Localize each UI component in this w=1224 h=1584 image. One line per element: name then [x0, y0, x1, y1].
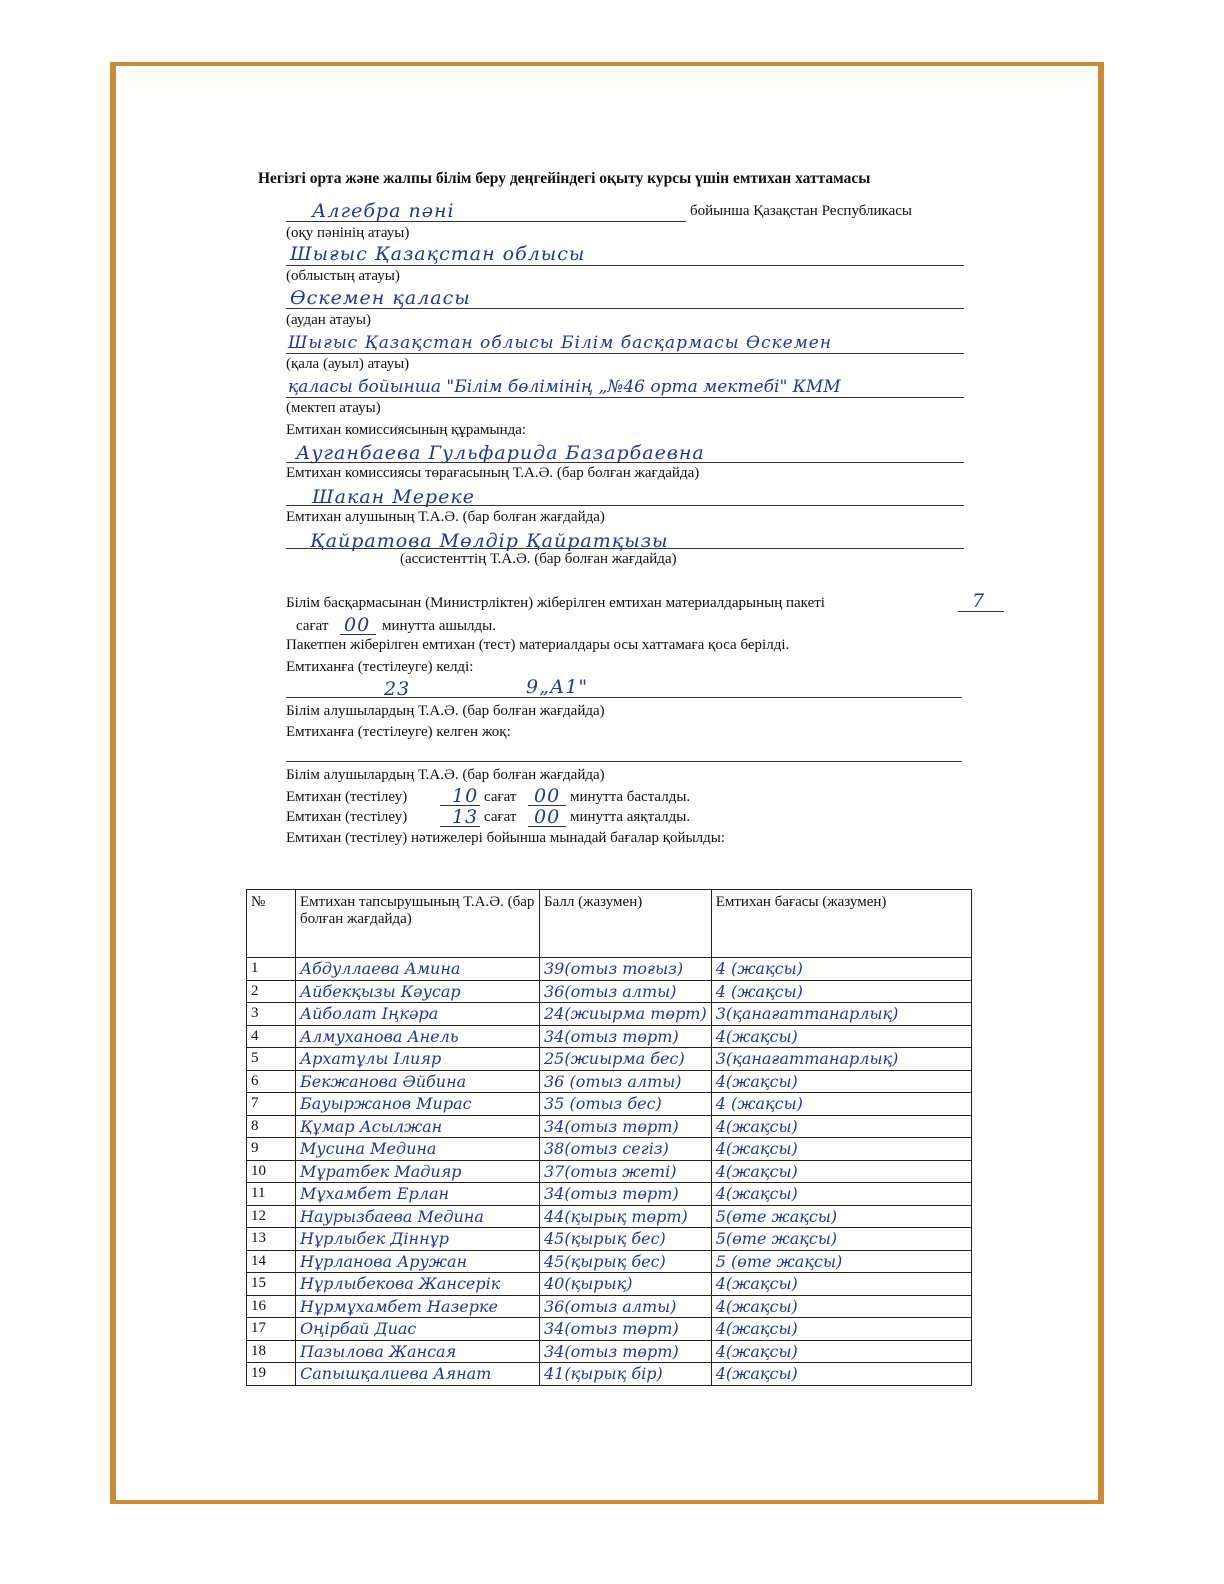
row-number: 9 [247, 1138, 296, 1161]
city-caption: (қала (ауыл) атауы) [286, 356, 410, 372]
table-row [247, 1070, 972, 1093]
grade-text: 4(жақсы) [711, 1160, 971, 1183]
came-caption: Білім алушылардың Т.А.Ә. (бар болған жағдайда) [286, 703, 605, 719]
student-name: Мұхамбет Ерлан [296, 1183, 540, 1206]
chair-caption: Емтихан комиссиясы төрағасының Т.А.Ә. (бар болған жағдайда) [286, 465, 700, 481]
student-name: Мұратбек Мадияр [296, 1160, 540, 1183]
student-name: Абдуллаева Амина [296, 958, 540, 981]
table-row [247, 1250, 972, 1273]
student-name: Құмар Асылжан [296, 1115, 540, 1138]
start-prefix: Емтихан (тестілеу) [286, 789, 408, 805]
table-row [247, 1228, 972, 1251]
subject-suffix: бойынша Қазақстан Республикасы [690, 203, 912, 219]
end-hour: 13 [452, 806, 479, 828]
row-number: 12 [247, 1205, 296, 1228]
row-number: 6 [247, 1070, 296, 1093]
row-number: 7 [247, 1093, 296, 1116]
table-row [247, 1003, 972, 1026]
col-header-name: Емтихан тапсырушының Т.А.Ә. (бар болған жағдайда) [296, 890, 540, 958]
grade-text: 4(жақсы) [711, 1025, 971, 1048]
student-name: Нұрлыбек Діннұр [296, 1228, 540, 1251]
start-min: 00 [534, 785, 561, 807]
table-row [247, 1025, 972, 1048]
student-name: Айбекқызы Кәусар [296, 980, 540, 1003]
student-name: Бауыржанов Мирас [296, 1093, 540, 1116]
table-row [247, 958, 972, 981]
score-text: 34(отыз төрт) [540, 1115, 712, 1138]
score-text: 45(қырық бес) [540, 1250, 712, 1273]
table-header-row [247, 890, 972, 958]
start-mid: сағат [484, 789, 517, 805]
chair-value: Ауганбаева Гульфарида Базарбаевна [296, 442, 705, 464]
student-name: Бекжанова Әйбина [296, 1070, 540, 1093]
row-number: 10 [247, 1160, 296, 1183]
city-line [286, 353, 964, 354]
student-name: Архатұлы Ілияр [296, 1048, 540, 1071]
row-number: 2 [247, 980, 296, 1003]
score-text: 41(қырық бір) [540, 1363, 712, 1386]
assistant-value: Қайратова Мөлдір Қайратқызы [310, 530, 669, 552]
row-number: 15 [247, 1273, 296, 1296]
subject-caption: (оқу пәнінің атауы) [286, 225, 410, 241]
score-text: 37(отыз жеті) [540, 1160, 712, 1183]
end-mid: сағат [484, 809, 517, 825]
grade-text: 4(жақсы) [711, 1183, 971, 1206]
absent-caption: Білім алушылардың Т.А.Ә. (бар болған жағдайда) [286, 767, 605, 783]
region-line [286, 265, 964, 266]
score-text: 45(қырық бес) [540, 1228, 712, 1251]
grade-text: 4(жақсы) [711, 1363, 971, 1386]
region-caption: (облыстың атауы) [286, 268, 400, 284]
row-number: 14 [247, 1250, 296, 1273]
examiner-caption: Емтихан алушының Т.А.Ә. (бар болған жағдайда) [286, 509, 605, 525]
absent-label: Емтиханға (тестілеуге) келген жоқ: [286, 724, 511, 740]
package-hour-line [958, 611, 1004, 612]
school-caption: (мектеп атауы) [286, 400, 381, 416]
score-text: 39(отыз тоғыз) [540, 958, 712, 981]
col-header-grade: Емтихан бағасы (жазумен) [711, 890, 971, 958]
col-header-number: № [247, 890, 296, 958]
subject-value: Алгебра пәні [312, 200, 455, 222]
package-line1: Білім басқармасынан (Министрліктен) жіберілген емтихан материалдарының пакеті [286, 595, 825, 611]
grade-text: 4(жақсы) [711, 1070, 971, 1093]
table-row [247, 1115, 972, 1138]
package-hour-value: 7 [972, 590, 986, 612]
score-text: 36(отыз алты) [540, 980, 712, 1003]
school-line [286, 397, 964, 398]
chair-line [286, 462, 964, 463]
row-number: 8 [247, 1115, 296, 1138]
start-hour: 10 [452, 785, 479, 807]
grade-text: 4(жақсы) [711, 1138, 971, 1161]
row-number: 1 [247, 958, 296, 981]
row-number: 3 [247, 1003, 296, 1026]
document-title: Негізгі орта және жалпы білім беру деңгейіндегі оқыту курсы үшін емтихан хаттамасы [258, 170, 871, 187]
district-caption: (аудан атауы) [286, 312, 371, 328]
grade-text: 4(жақсы) [711, 1115, 971, 1138]
city-value: Шығыс Қазақстан облысы Білім басқармасы Өскемен [288, 333, 833, 353]
package-line2-tail: минутта ашылды. [382, 618, 496, 634]
grade-text: 5(өте жақсы) [711, 1228, 971, 1251]
assistant-line [286, 548, 964, 549]
table-row [247, 980, 972, 1003]
table-body [247, 958, 972, 1386]
end-min-line [528, 826, 566, 827]
student-name: Нұрмұхамбет Назерке [296, 1295, 540, 1318]
student-name: Пазылова Жансая [296, 1340, 540, 1363]
grade-text: 4(жақсы) [711, 1273, 971, 1296]
row-number: 17 [247, 1318, 296, 1341]
student-name: Наурызбаева Медина [296, 1205, 540, 1228]
school-value: қаласы бойынша "Білім бөлімінің „№46 орта мектебі" КММ [288, 377, 841, 397]
score-text: 34(отыз төрт) [540, 1340, 712, 1363]
table-row [247, 1295, 972, 1318]
package-minute-line [340, 634, 376, 635]
student-name: Мусина Медина [296, 1138, 540, 1161]
commission-label: Емтихан комиссиясының құрамында: [286, 422, 527, 438]
package-minute-value: 00 [344, 614, 371, 636]
district-value: Өскемен қаласы [290, 287, 471, 309]
score-text: 35 (отыз бес) [540, 1093, 712, 1116]
score-text: 25(жиырма бес) [540, 1048, 712, 1071]
score-text: 36 (отыз алты) [540, 1070, 712, 1093]
start-tail: минутта басталды. [570, 789, 691, 805]
grade-text: 3(қанағаттанарлық) [711, 1048, 971, 1071]
table-row [247, 1318, 972, 1341]
grade-text: 4 (жақсы) [711, 958, 971, 981]
examiner-line [286, 505, 964, 506]
grade-text: 5 (өте жақсы) [711, 1250, 971, 1273]
came-class: 9„А1" [526, 676, 589, 698]
came-count: 23 [384, 678, 411, 700]
grade-text: 4(жақсы) [711, 1340, 971, 1363]
row-number: 16 [247, 1295, 296, 1318]
row-number: 13 [247, 1228, 296, 1251]
col-header-score: Балл (жазумен) [540, 890, 712, 958]
table-row [247, 1205, 972, 1228]
end-min: 00 [534, 806, 561, 828]
grade-text: 4(жақсы) [711, 1318, 971, 1341]
score-text: 40(қырық) [540, 1273, 712, 1296]
package-sagat: сағат [296, 618, 329, 634]
results-label: Емтихан (тестілеу) нәтижелері бойынша мынадай бағалар қойылды: [286, 830, 726, 846]
score-text: 44(қырық төрт) [540, 1205, 712, 1228]
student-name: Оңірбай Диас [296, 1318, 540, 1341]
table-row [247, 1048, 972, 1071]
region-value: Шығыс Қазақстан облысы [290, 243, 586, 265]
student-name: Нұрланова Аружан [296, 1250, 540, 1273]
table-row [247, 1363, 972, 1386]
end-prefix: Емтихан (тестілеу) [286, 809, 408, 825]
table-row [247, 1093, 972, 1116]
table-row [247, 1340, 972, 1363]
came-label: Емтиханға (тестілеуге) келді: [286, 659, 474, 675]
absent-line [286, 761, 962, 762]
student-name: Нұрлыбекова Жансерік [296, 1273, 540, 1296]
examiner-value: Шакан Мереке [312, 486, 475, 508]
came-line [286, 697, 962, 698]
grade-text: 5(өте жақсы) [711, 1205, 971, 1228]
end-tail: минутта аяқталды. [570, 809, 691, 825]
score-text: 24(жиырма төрт) [540, 1003, 712, 1026]
row-number: 19 [247, 1363, 296, 1386]
results-table [246, 889, 972, 1386]
row-number: 5 [247, 1048, 296, 1071]
score-text: 34(отыз төрт) [540, 1025, 712, 1048]
score-text: 38(отыз сегіз) [540, 1138, 712, 1161]
package-line3: Пакетпен жіберілген емтихан (тест) материалдары осы хаттамаға қоса берілді. [286, 637, 790, 653]
student-name: Алмуханова Анель [296, 1025, 540, 1048]
score-text: 34(отыз төрт) [540, 1183, 712, 1206]
row-number: 4 [247, 1025, 296, 1048]
score-text: 34(отыз төрт) [540, 1318, 712, 1341]
grade-text: 4(жақсы) [711, 1295, 971, 1318]
row-number: 11 [247, 1183, 296, 1206]
assistant-caption: (ассистенттің Т.А.Ә. (бар болған жағдайда) [400, 551, 677, 567]
grade-text: 4 (жақсы) [711, 1093, 971, 1116]
table-row [247, 1160, 972, 1183]
student-name: Айболат Іңкәра [296, 1003, 540, 1026]
table-row [247, 1138, 972, 1161]
end-hour-line [440, 826, 480, 827]
table-row [247, 1183, 972, 1206]
grade-text: 4 (жақсы) [711, 980, 971, 1003]
score-text: 36(отыз алты) [540, 1295, 712, 1318]
student-name: Сапышқалиева Аянат [296, 1363, 540, 1386]
row-number: 18 [247, 1340, 296, 1363]
district-line [286, 308, 964, 309]
subject-line [286, 221, 686, 222]
grade-text: 3(қанағаттанарлық) [711, 1003, 971, 1026]
table-row [247, 1273, 972, 1296]
